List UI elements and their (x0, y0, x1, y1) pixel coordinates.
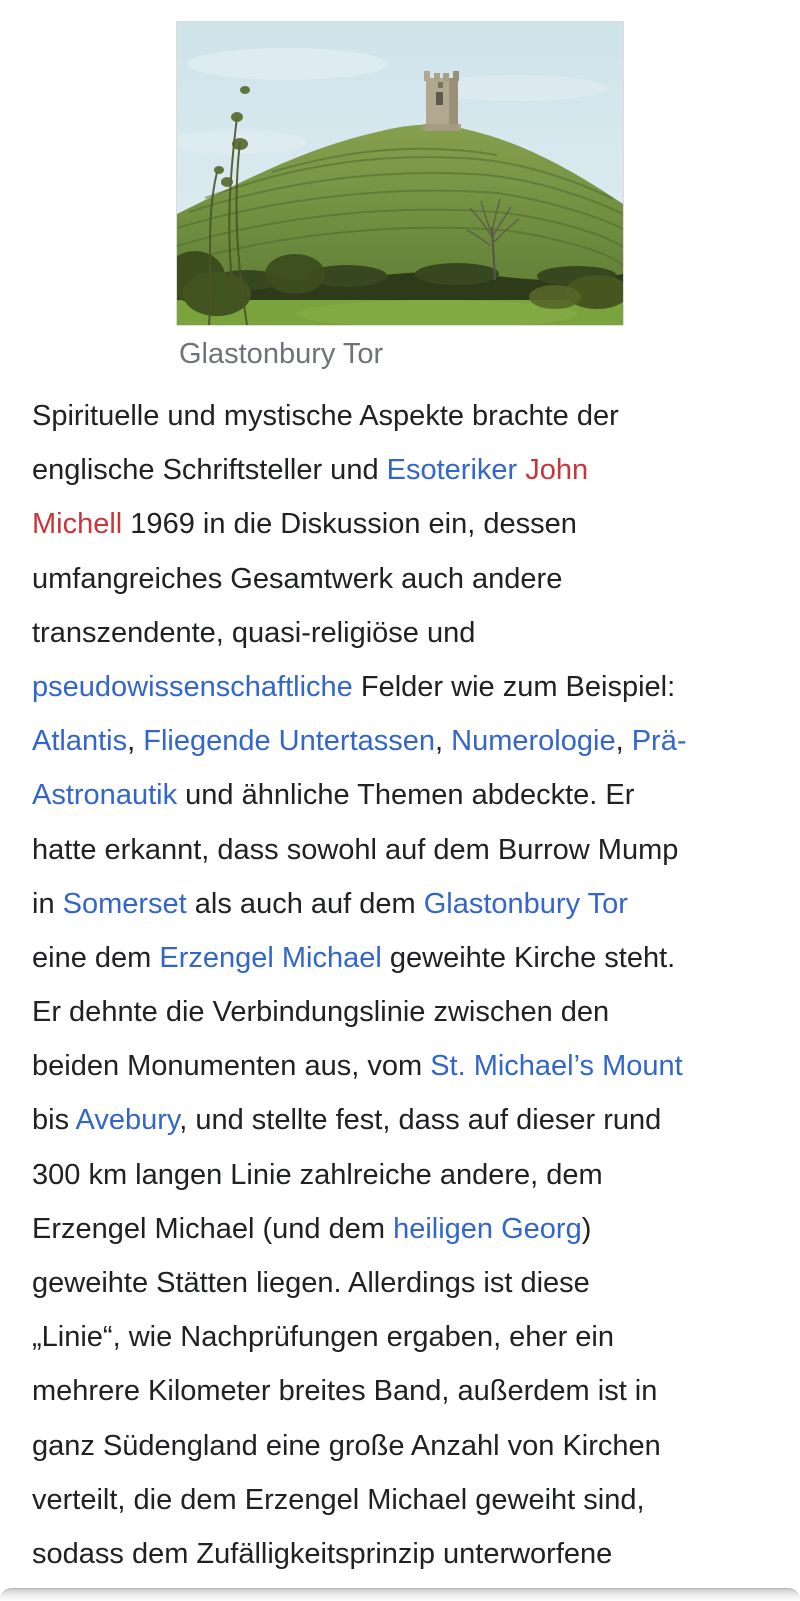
tower-icon (423, 71, 461, 131)
text-line (32, 877, 772, 931)
text-segment: und ähnliche Themen abdeckte. Er (177, 779, 635, 812)
photo-glastonbury-tor[interactable] (177, 22, 623, 325)
text-line (32, 660, 772, 714)
red-link[interactable]: Michell (32, 508, 123, 541)
wiki-link[interactable]: Glastonbury Tor (423, 887, 628, 920)
bottom-sheet-edge[interactable] (0, 1588, 800, 1601)
text-segment: englische Schriftsteller und (32, 454, 387, 487)
wikipedia-article-view (0, 22, 800, 1601)
article-text (32, 389, 772, 1581)
wiki-link[interactable]: pseudowissenschaftliche (32, 670, 353, 703)
text-line (32, 768, 772, 822)
article-page (0, 22, 800, 1581)
text-segment: mehrere Kilometer breites Band, außerdem ist in (32, 1375, 658, 1408)
wiki-link[interactable]: St. Michael’s Mount (430, 1050, 683, 1083)
article-figure (177, 22, 623, 371)
text-segment: , (127, 725, 144, 758)
wiki-link[interactable]: Esoteriker (386, 454, 518, 487)
text-segment: Er dehnte die Verbindungslinie zwischen den (32, 996, 610, 1029)
text-segment: umfangreiches Gesamtwerk auch andere (32, 562, 563, 595)
text-segment: bis (32, 1104, 76, 1137)
text-segment: Spirituelle und mystische Aspekte brachte der (32, 400, 619, 432)
text-line (32, 1148, 772, 1202)
text-line (32, 714, 772, 768)
image-caption: Glastonbury Tor (179, 338, 384, 370)
text-segment: , (435, 725, 452, 758)
text-line (32, 1039, 772, 1093)
text-line (32, 1256, 772, 1310)
text-segment: als auch auf dem (186, 887, 424, 920)
red-link[interactable]: John (525, 454, 589, 487)
wiki-link[interactable]: Prä- (631, 725, 687, 758)
wiki-link[interactable]: Fliegende Untertassen (143, 725, 436, 758)
wiki-link[interactable]: Astronautik (32, 779, 178, 812)
text-segment: geweihte Kirche steht. (381, 941, 676, 974)
text-segment: ) (581, 1212, 592, 1245)
text-segment: Felder wie zum Beispiel: (352, 670, 676, 703)
text-segment: Erzengel Michael (und dem (32, 1212, 394, 1245)
text-segment: transzendente, quasi-religiöse und (32, 616, 476, 649)
text-segment: eine dem (32, 941, 160, 974)
text-segment: in (32, 887, 63, 920)
text-segment: hatte erkannt, dass sowohl auf dem Burrow Mump (32, 833, 679, 866)
text-line (32, 1310, 772, 1364)
text-line (32, 1473, 772, 1527)
text-segment: 1969 in die Diskussion ein, dessen (122, 508, 577, 541)
text-segment: sodass dem Zufälligkeitsprinzip unterworfene (32, 1537, 613, 1570)
text-line (32, 1527, 772, 1581)
text-line (32, 606, 772, 660)
wiki-link[interactable]: Somerset (62, 887, 187, 920)
text-line (32, 931, 772, 985)
glastonbury-tor-photo-graphic (177, 22, 623, 325)
text-segment: „Linie“, wie Nachprüfungen ergaben, eher ein (32, 1321, 614, 1354)
text-line (32, 389, 772, 443)
wiki-link[interactable]: Numerologie (451, 725, 616, 758)
wiki-link[interactable]: Erzengel Michael (159, 941, 382, 974)
text-segment: ganz Südengland eine große Anzahl von Kirchen (32, 1429, 661, 1462)
text-segment: geweihte Stätten liegen. Allerdings ist diese (32, 1267, 590, 1299)
text-segment: beiden Monumenten aus, vom (32, 1050, 431, 1083)
text-line (32, 552, 772, 606)
wiki-link[interactable]: Avebury (75, 1104, 180, 1137)
text-line (32, 497, 772, 551)
text-line (32, 1202, 772, 1256)
text-line (32, 1093, 772, 1147)
text-line (32, 1364, 772, 1418)
text-line (32, 985, 772, 1039)
text-segment: verteilt, die dem Erzengel Michael geweiht sind, (32, 1483, 645, 1516)
wiki-link[interactable]: Atlantis (32, 725, 128, 758)
wiki-link[interactable]: heiligen Georg (393, 1212, 582, 1245)
text-segment: , (615, 725, 632, 758)
text-segment: 300 km langen Linie zahlreiche andere, dem (32, 1158, 603, 1191)
text-segment: , und stellte fest, dass auf dieser rund (179, 1104, 662, 1137)
text-line (32, 443, 772, 497)
text-line (32, 1419, 772, 1473)
text-line (32, 823, 772, 877)
